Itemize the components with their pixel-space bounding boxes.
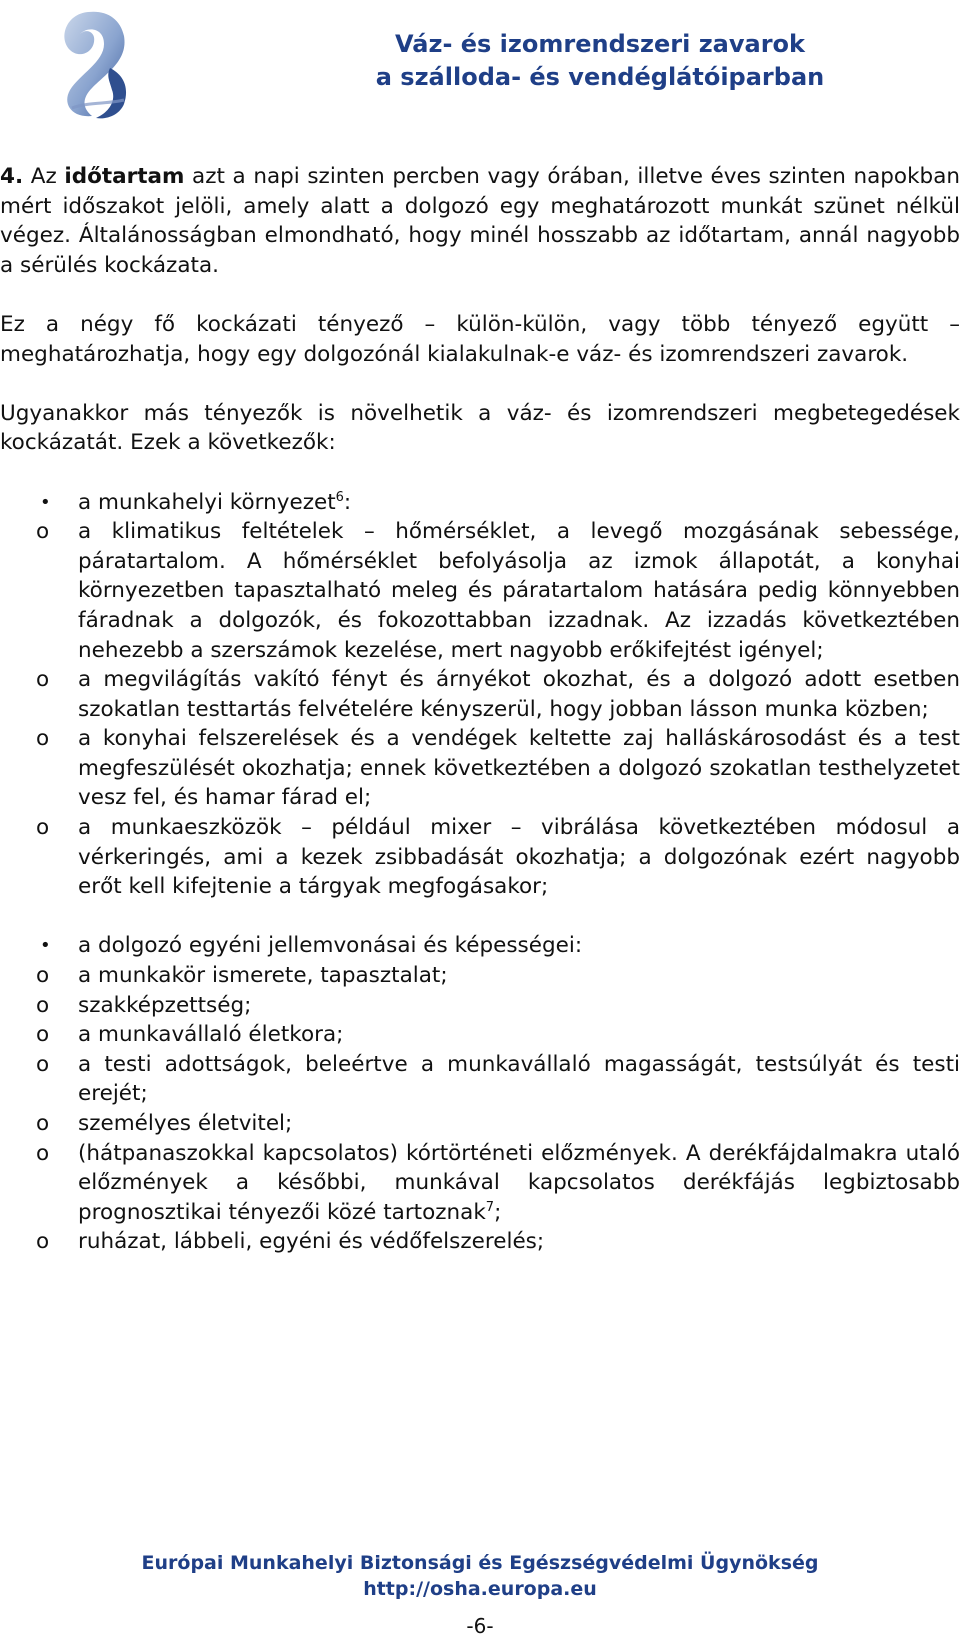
bullet-icon: • — [40, 935, 51, 957]
circle-bullet-icon: o — [36, 1140, 50, 1166]
paragraph-number: 4. — [0, 164, 24, 189]
circle-bullet-icon: o — [36, 726, 50, 752]
list-item: o ruházat, lábbeli, egyéni és védőfelszerelés; — [0, 1227, 960, 1257]
agency-logo-icon — [52, 4, 142, 122]
bullet-icon: • — [40, 491, 51, 513]
header-title-line2: a szálloda- és vendéglátóiparban — [375, 63, 825, 91]
circle-bullet-icon: o — [36, 815, 50, 841]
list-item: o a konyhai felszerelések és a vendégek keltette zaj halláskárosodást és a test megfeszülését okozhatja; ennek következtében a dolgozó szokatlan testhelyzetet vesz fel, és hamar fárad el; — [36, 726, 960, 811]
list-item: o szakképzettség; — [0, 991, 960, 1021]
circle-bullet-icon: o — [36, 1111, 50, 1136]
term-duration: időtartam — [64, 164, 185, 189]
circle-bullet-icon: o — [36, 1051, 50, 1077]
footer-url-link[interactable]: http://osha.europa.eu — [363, 1578, 597, 1600]
paragraph-other-factors: Ugyanakkor más tényezők is növelhetik a váz- és izomrendszeri megbetegedések kockázatát. Ezek a következők: — [0, 400, 960, 456]
circle-bullet-icon: o — [36, 963, 50, 989]
list-item: o személyes életvitel; — [0, 1109, 960, 1139]
document-body — [0, 162, 960, 1257]
list-item-work-environment: • a munkahelyi környezet$^6$: o a klimatikus feltételek – hőmérséklet, a levegő mozgásának sebessége, páratartalom. A hőmérséklet befolyásolja az izmok állapotát, a konyhai környezetben tapasztalható meleg és páratartalom hatására pedig könnyebben fáradnak a dolgozók, és fokozottabban izzadnak. Az izzadás következtében nehezebb a szerszámok kezelése, mert nagyobb erőkifejtést igényel; o a megvilágítás vakító fényt és árnyékot okozhat, és a dolgozó adott esetben szokatlan testtartás felvételére kényszerül, hogy jobban lásson munka közben; o a konyhai felszerelések és a vendégek keltette zaj halláskárosodást és a test megfeszülését okozhatja; ennek következtében a dolgozó szokatlan testhelyzetet vesz fel, és hamar fárad el; o a munkaeszközök – például mixer – vibrálása következtében módosul a vérkeringés, ami a kezek zsibbadását okozhatja; a dolgozónak ezért nagyobb erőt kell kifejtenie a tárgyak megfogásakor; — [0, 488, 960, 902]
sub-list-environment — [0, 517, 960, 902]
list-item: o a munkaeszközök – például mixer – vibrálása következtében módosul a vérkeringés, ami a kezek zsibbadását okozhatja; a dolgozónak ezért nagyobb erőt kell kifejtenie a tárgyak megfogásakor; — [36, 815, 960, 900]
circle-bullet-icon: o — [36, 1022, 50, 1048]
document-footer — [0, 1550, 960, 1602]
sub-list-individual — [0, 961, 960, 1257]
list-item: o a klimatikus feltételek – hőmérséklet, a levegő mozgásának sebessége, páratartalom. A hőmérséklet befolyásolja az izmok állapotát, a konyhai környezetben tapasztalható meleg és páratartalom hatására pedig könnyebben fáradnak a dolgozók, és fokozottabban izzadnak. Az izzadás következtében nehezebb a szerszámok kezelése, mert nagyobb erőkifejtést igényel; — [36, 519, 960, 663]
footnote-ref-7: 7 — [485, 1199, 495, 1215]
list-item-individual-traits: • a dolgozó egyéni jellemvonásai és képességei: o a munkakör ismerete, tapasztalat; o szakképzettség; o a munkavállaló életkora; o a testi adottságok, beleértve a munkavállaló magasságát, testsúlyát és testi erejét; o személyes életvitel; o (hátpanaszokkal kapcsolatos) kórtörténeti előzmények. A derékfájdalmakra utaló előzmények a későbbi, munkával kapcsolatos derékfájás legbiztosabb prognosztikai tényezői közé tartoznak$^7$; o ruházat, lábbeli, egyéni és védőfelszerelés; — [0, 931, 960, 1257]
circle-bullet-icon: o — [36, 1229, 50, 1255]
list-item: o a megvilágítás vakító fényt és árnyékot okozhat, és a dolgozó adott esetben szokatlan testtartás felvételére kényszerül, hogy jobban lásson munka közben; — [36, 667, 960, 722]
footer-organization: Európai Munkahelyi Biztonsági és Egészségvédelmi Ügynökség — [141, 1552, 819, 1574]
list-item: o a testi adottságok, beleértve a munkavállaló magasságát, testsúlyát és testi erejét; — [36, 1051, 960, 1107]
circle-bullet-icon: o — [36, 519, 50, 545]
paragraph-risk-factors: Ez a négy fő kockázati tényező – külön-külön, vagy több tényező együtt – meghatározhatja, hogy egy dolgozónál kialakulnak-e váz- és izomrendszeri zavarok. — [0, 311, 960, 367]
list-item: o a munkavállaló életkora; — [0, 1020, 960, 1050]
circle-bullet-icon: o — [36, 667, 50, 693]
document-header — [240, 28, 960, 94]
footnote-ref-6: 6 — [335, 489, 344, 505]
circle-bullet-icon: o — [36, 992, 50, 1018]
factor-list-2 — [0, 931, 960, 1257]
page-number: -6- — [466, 1614, 494, 1638]
header-title-line1: Váz- és izomrendszeri zavarok — [395, 30, 805, 58]
list-item: o a munkakör ismerete, tapasztalat; — [0, 961, 960, 991]
factor-list — [0, 488, 960, 902]
list-item: o (hátpanaszokkal kapcsolatos) kórtörténeti előzmények. A derékfájdalmakra utaló előzmények a későbbi, munkával kapcsolatos derékfájás legbiztosabb prognosztikai tényezői közé tartoznak$^7$; — [36, 1140, 960, 1225]
paragraph-duration: 4. Az időtartam azt a napi szinten percben vagy órában, illetve éves szinten napokban mért időszakot jelöli, amely alatt a dolgozó egy meghatározott munkát szünet nélkül végez. Általánosságban elmondható, hogy minél hosszabb az időtartam, annál nagyobb a sérülés kockázata. — [0, 164, 960, 278]
